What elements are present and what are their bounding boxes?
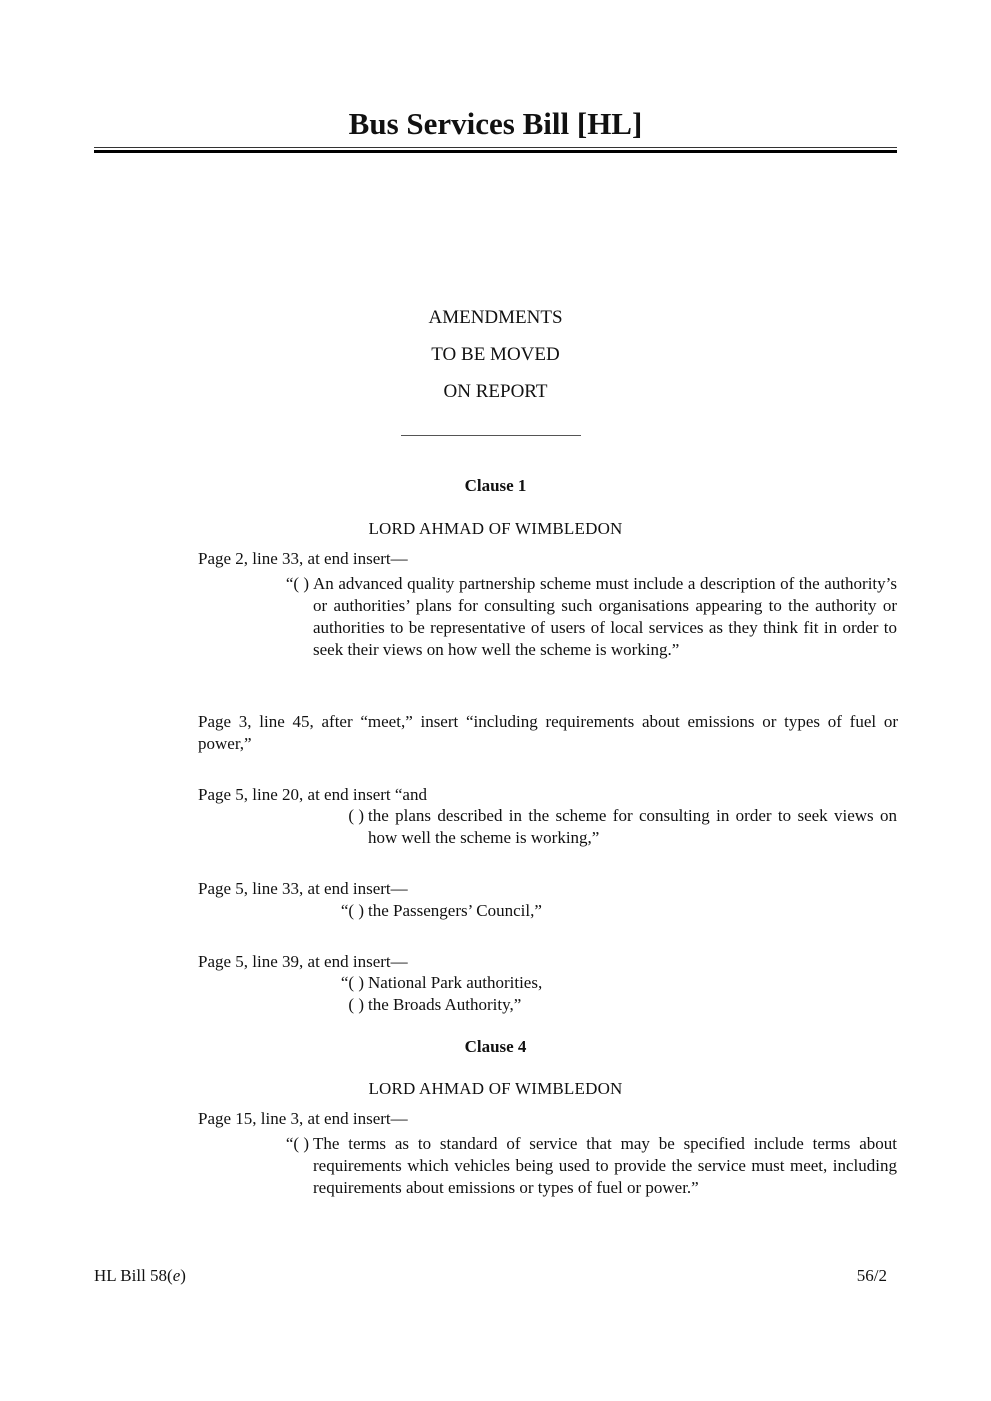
amendment-instruction: Page 15, line 3, at end insert— — [198, 1109, 408, 1128]
clause-heading: Clause 1 — [464, 476, 527, 495]
insert-body: the plans described in the scheme for consulting in order to seek views on how well the scheme is working,” — [368, 806, 897, 847]
bill-number-prefix: HL Bill 58( — [94, 1266, 173, 1285]
heading-amendments: AMENDMENTS — [428, 307, 563, 328]
title-rule-thick — [94, 150, 897, 153]
amendment-insert-item — [340, 972, 897, 994]
page-reference: 56/2 — [856, 1266, 887, 1285]
paragraph-mark: ( ) — [348, 995, 364, 1014]
insert-body: the Broads Authority,” — [368, 995, 522, 1014]
insert-body: An advanced quality partnership scheme must include a description of the authority’s or authorities’ plans for consulting such organisations appearing to the authority or authorities to be representative of users of local services as they think fit in order to seek their views on how well the scheme is working.” — [313, 574, 897, 659]
bill-number — [94, 1266, 186, 1286]
amendment-instruction: Page 2, line 33, at end insert— — [198, 549, 408, 568]
amendment-instruction: Page 3, line 45, after “meet,” insert “including requirements about emissions or types of fuel or power,” — [198, 712, 898, 753]
paragraph-mark: “( ) — [285, 574, 309, 593]
insert-body: National Park authorities, — [368, 973, 543, 992]
amendment-instruction: Page 5, line 20, at end insert “and — [198, 785, 427, 804]
paragraph-mark: “( ) — [340, 901, 364, 920]
paragraph-mark: “( ) — [340, 973, 364, 992]
title-rule-thin — [94, 147, 897, 148]
heading-divider — [401, 435, 581, 436]
insert-body: The terms as to standard of service that may be specified include terms about requirements which vehicles being used to provide the service must meet, including requirements about emissions or types of fuel or power.” — [313, 1134, 897, 1197]
clause-heading: Clause 4 — [464, 1037, 527, 1056]
document-title: Bus Services Bill [HL] — [348, 106, 643, 141]
amendment-insert-text — [340, 900, 897, 922]
heading-on-report: ON REPORT — [443, 381, 548, 402]
bill-number-italic: e — [172, 1266, 181, 1285]
amendment-insert-text — [285, 573, 897, 661]
bill-number-suffix: ) — [180, 1266, 186, 1285]
mover-name: LORD AHMAD OF WIMBLEDON — [368, 519, 623, 538]
amendment-insert-item — [348, 994, 897, 1016]
amendment-instruction: Page 5, line 33, at end insert— — [198, 879, 408, 898]
amendment-instruction: Page 5, line 39, at end insert— — [198, 952, 408, 971]
paragraph-mark: ( ) — [348, 806, 364, 825]
amendment-insert-text — [285, 1133, 897, 1199]
heading-to-be-moved: TO BE MOVED — [431, 344, 560, 365]
amendment-insert-text — [348, 805, 897, 849]
insert-body: the Passengers’ Council,” — [368, 901, 542, 920]
paragraph-mark: “( ) — [285, 1134, 309, 1153]
mover-name: LORD AHMAD OF WIMBLEDON — [368, 1079, 623, 1098]
